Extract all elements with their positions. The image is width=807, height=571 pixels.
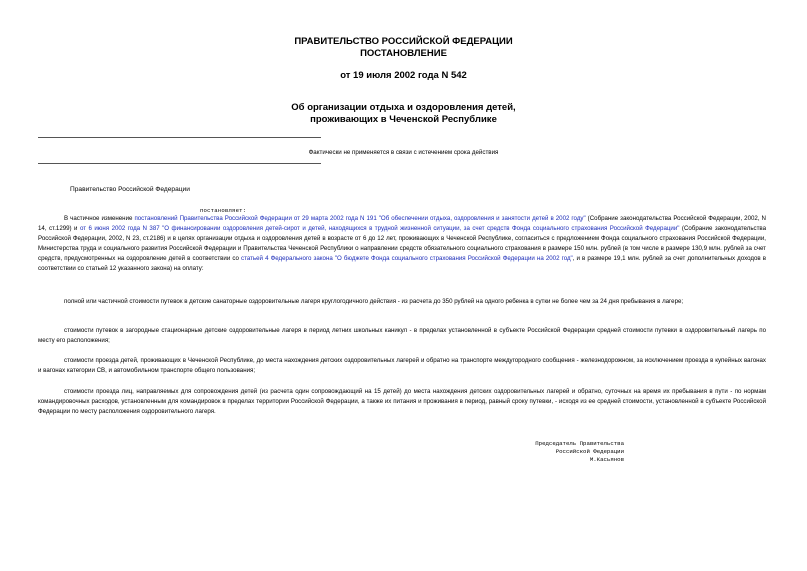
signature-block [517,440,624,464]
document-type-heading: ПОСТАНОВЛЕНИЕ [360,48,447,59]
issuer-heading: ПРАВИТЕЛЬСТВО РОССИЙСКОЙ ФЕДЕРАЦИИ [294,36,513,47]
divider-bottom [38,163,321,164]
preamble-text-3: (Собрание законодательства Российской Федерации, 2002, N 23, ст.2186) и в целях организации отдыха и оздоровления детей в возрасте от 6 до 12 лет, проживающих в Чеченской Республике, согласиться с предложением Фонда социального страхования Российской Федерации, Министерства труда и социального развития Российской Федерации и Правительства Чеченской Республики о направлении средств обязательного социального страхования в размере 150 млн. рублей (в том числе в размере 130,9 млн. рублей за счет средств, предусмотренных на оздоровление детей в соответствии со [38,225,767,262]
document-title-line1: Об организации отдыха и оздоровления детей, [291,102,516,113]
signature-organization: Российской Федерации [555,448,624,455]
preamble-text-1: В частичное изменение [64,215,135,222]
paragraph-item-3: стоимости проезда детей, проживающих в Чеченской Республике, до места нахождения детских оздоровительных лагерей и обратно на транспорте междугородного сообщения - железнодорожном, за исключением проезда в купейных вагонах и вагонах категории СВ, и автомобильном транспорте общего пользования; [38,357,766,374]
document-date: от 19 июля 2002 года N 542 [340,70,467,81]
divider-top [38,137,321,138]
document-title-line2: проживающих в Чеченской Республике [310,114,497,125]
preamble-text-2: (Собрание законодательства Российской Федерации, 2002, N 14, ст.1299) и [38,215,766,232]
decree-word: постановляет: [200,207,247,214]
status-note: Фактически не применяется в связи с истечением срока действия [308,149,499,156]
paragraph-item-1: полной или частичной стоимости путевок в детские санаторные оздоровительные лагеря круглогодичного действия - из расчета до 350 рублей на одного ребенка в сутки не более чем за 24 дня пребывания в лагере; [64,298,684,305]
signature-position: Председатель Правительства [535,440,624,447]
link-decree-387[interactable]: от 6 июня 2002 года N 387 "О финансировании оздоровления детей-сирот и детей, находящихся в трудной жизненной ситуации, за счет средств Фонда социального страхования Российской Федерации" [79,225,680,232]
government-label: Правительство Российской Федерации [70,186,190,193]
signature-name: М.Касьянов [589,456,624,463]
paragraph-item-2: стоимости путевок в загородные стационарные детские оздоровительные лагеря в период летних школьных каникул - в пределах установленной в субъекте Российской Федерации средней стоимости путевки в оздоровительный лагерь по месту его расположения; [38,327,766,344]
preamble-text-4: , и в размере 19,1 млн. рублей за счет дополнительных доходов в соответствии со статьей 12 указанного закона) на оплату: [38,255,766,272]
paragraph-item-4: стоимости проезда лиц, направляемых для сопровождения детей (из расчета один сопровождающий на 15 детей) до места нахождения детских оздоровительных лагерей и обратно, суточных на время их пребывания в пути - по нормам командировочных расходов, установленным для командировок в пределах территории Российской Федерации, а также их питания и проживания в период, равный сроку путевки, - исходя из ее средней стоимости, установленной в субъекте Российской Федерации по месту расположения оздоровительного лагеря. [38,388,766,415]
link-budget-law-article-4[interactable]: статьей 4 Федерального закона "О бюджете Фонда социального страхования Российской Федерации на 2002 год" [241,255,573,262]
paragraph-preamble [38,214,766,274]
link-decree-191[interactable]: постановлений Правительства Российской Федерации от 29 марта 2002 года N 191 "Об обеспечении отдыха, оздоровления и занятости детей в 2002 году" [134,215,586,222]
